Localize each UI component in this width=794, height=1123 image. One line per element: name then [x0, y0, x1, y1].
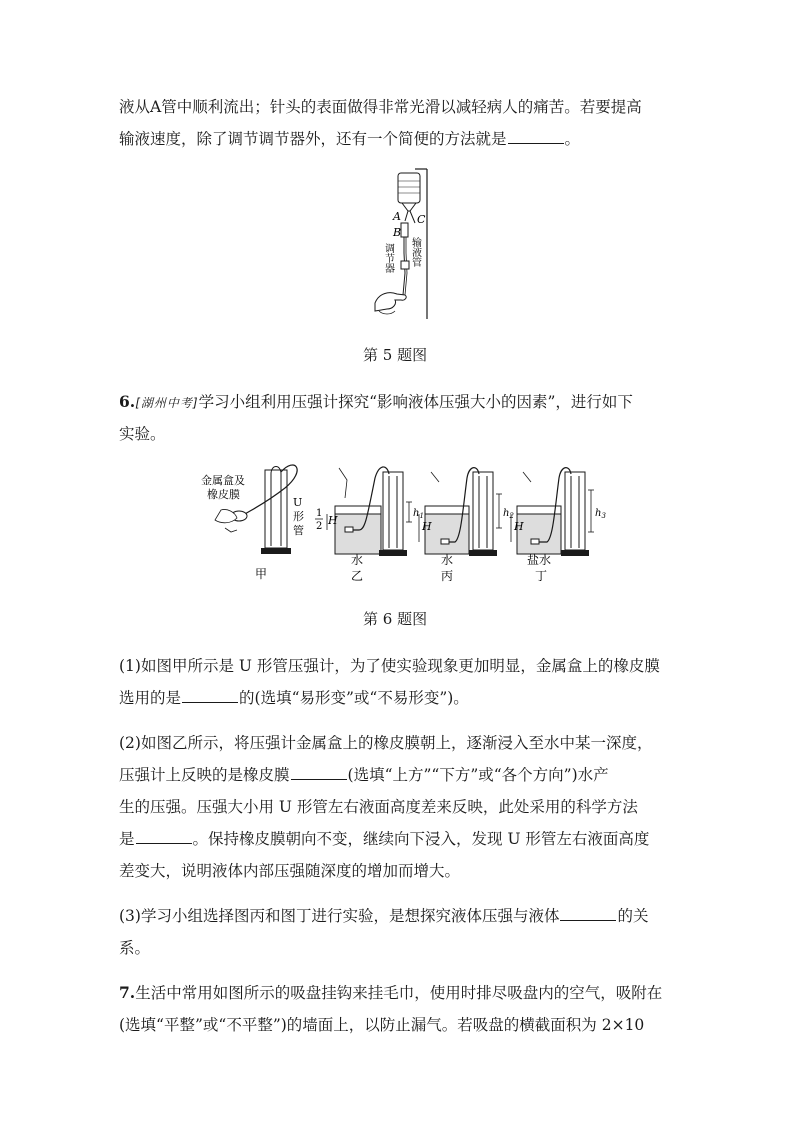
q5-text-line-1: 液从A管中顺利流出；针头的表面做得非常光滑以减轻病人的痛苦。若要提高 [119, 98, 642, 116]
setup-bing [419, 468, 502, 556]
q5-answer-blank[interactable] [508, 129, 564, 144]
label-yi: 乙 [351, 569, 364, 583]
q6-part2-line-3: 生的压强。压强大小用 U 形管左右液面高度差来反映，此处采用的科学方法 [119, 798, 638, 816]
label-h2: $h_2$ [503, 508, 514, 520]
q6-part3-line1-pre: (3)学习小组选择图丙和图丁进行实验，是想探究液体压强与液体 [119, 907, 560, 925]
q6-part3-line-2: 系。 [119, 939, 151, 957]
label-water-bing: 水 [441, 553, 454, 567]
q6-part1-answer-blank[interactable] [182, 688, 238, 703]
q6-part2-line-1: (2)如图乙所示，将压强计金属盒上的橡皮膜朝上，逐渐浸入至水中某一深度， [119, 734, 653, 752]
q5-figure-iv-drip [355, 163, 435, 323]
label-water-yi: 水 [351, 553, 364, 567]
q6-part2-line-2 [119, 765, 609, 785]
q6-part1-line-2 [119, 688, 469, 708]
q6-line1-rest: 学习小组利用压强计探究“影响液体压强大小的因素”，进行如下 [198, 393, 633, 411]
q7-number: 7. [119, 983, 136, 1002]
q5-label-c: C [417, 213, 426, 226]
q6-part3-answer-blank[interactable] [560, 906, 616, 921]
q5-label-b: B [393, 226, 402, 239]
label-u-tube-1: U [293, 496, 303, 509]
q6-text-line-1 [119, 392, 633, 413]
q7-text-line-1 [119, 983, 662, 1003]
label-membrane: 橡皮膜 [207, 488, 240, 501]
setup-ding [511, 468, 594, 556]
label-h1: $h_1$ [413, 508, 424, 520]
q6-part2-answer-blank-1[interactable] [291, 765, 347, 780]
setup-yi [327, 467, 412, 556]
label-half-den: 2 [316, 521, 323, 532]
label-u-tube-3: 管 [293, 524, 304, 537]
q6-part2-line2-pre: 压强计上反映的是橡皮膜 [119, 766, 290, 784]
q6-part1-line2-pre: 选用的是 [119, 689, 182, 707]
label-half-num: 1 [316, 508, 323, 519]
q5-label-regulator: 调节器 [382, 243, 394, 273]
q5-line2-post: 。 [564, 130, 581, 148]
q5-figure-caption: 第 5 题图 [363, 346, 428, 364]
label-ding: 丁 [535, 569, 548, 583]
q5-line2-pre: 输液速度，除了调节调节器外，还有一个简便的方法就是 [119, 130, 507, 148]
q6-part1-line2-post: 的(选填“易形变”或“不易形变”)。 [239, 689, 469, 707]
q5-label-a: A [393, 210, 401, 223]
q7-line1-rest: 生活中常用如图所示的吸盘挂钩来挂毛巾，使用时排尽吸盘内的空气，吸附在 [135, 984, 663, 1002]
q7-text-line-2: (选填“平整”或“不平整”)的墙面上，以防止漏气。若吸盘的横截面积为 2×10 [119, 1016, 645, 1034]
label-metal-box: 金属盒及 [201, 474, 245, 487]
q6-figure-caption: 第 6 题图 [363, 610, 428, 628]
q6-part2-line4-post: 。保持橡皮膜朝向不变，继续向下浸入，发现 U 形管左右液面高度 [192, 830, 650, 848]
q6-part2-line4-pre: 是 [119, 830, 135, 848]
label-H-yi: H [328, 514, 338, 527]
q6-source-tag: [湖州中考] [135, 396, 199, 410]
q6-part1-line-1: (1)如图甲所示是 U 形管压强计，为了使实验现象更加明显，金属盒上的橡皮膜 [119, 657, 660, 675]
label-u-tube-2: 形 [293, 510, 304, 523]
q6-part2-line-5: 差变大，说明液体内部压强随深度的增加而增大。 [119, 862, 461, 880]
label-H-bing: H [422, 520, 432, 533]
q6-part2-line-4 [119, 829, 649, 849]
q6-part3-line-1 [119, 906, 648, 926]
q6-part2-answer-blank-2[interactable] [136, 829, 192, 844]
q6-text-line-2: 实验。 [119, 425, 166, 443]
q6-part2-line2-post: (选填“上方”“下方”或“各个方向”)水产 [347, 766, 609, 784]
label-h3: $h_3$ [595, 508, 606, 520]
label-brine: 盐水 [527, 553, 552, 567]
label-jia: 甲 [255, 567, 268, 581]
q6-part3-line1-post: 的关 [617, 907, 649, 925]
q6-figure-pressure-gauges [195, 458, 615, 588]
q5-text-line-2 [119, 129, 580, 149]
q6-number: 6. [119, 392, 136, 411]
q5-label-tube: 输液管 [409, 237, 421, 267]
label-H-ding: H [514, 520, 524, 533]
label-bing: 丙 [441, 569, 454, 583]
